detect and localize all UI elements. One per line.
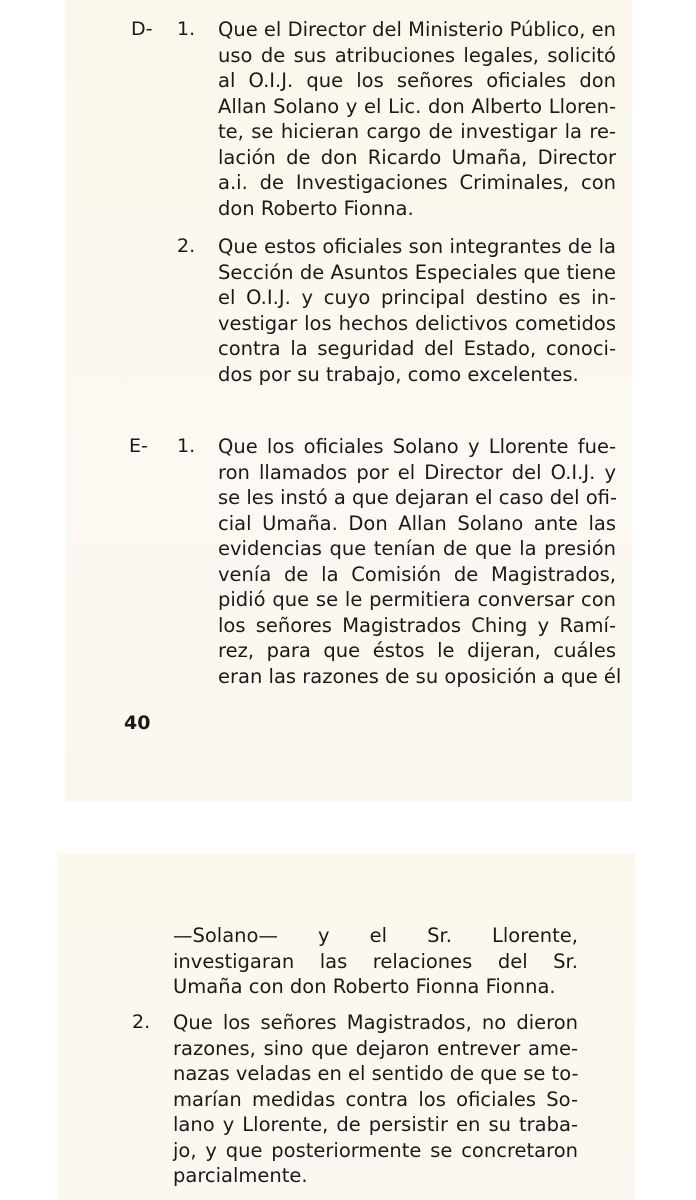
page-number: 40 — [124, 712, 151, 734]
section-d-item-1-number: 1. — [177, 18, 196, 40]
text-line: ron llamados por el Director del O.I.J. y — [218, 460, 616, 484]
text-line: venía de la Comisión de Magistrados, — [218, 562, 616, 586]
text-line: uso de sus atribuciones legales, solicitó — [218, 43, 616, 67]
text-line: pidió que se le permitiera conversar con — [218, 588, 616, 611]
text-line: al O.I.J. que los señores oficiales don — [218, 69, 616, 92]
text-line: cial Umaña. Don Allan Solano ante las — [218, 511, 616, 535]
section-d-item-1-text — [218, 17, 616, 221]
section-d-item-2-number: 2. — [177, 235, 196, 257]
text-line: dos por su trabajo, como excelentes. — [218, 362, 579, 386]
text-line: Que el Director del Ministerio Público, en — [218, 18, 616, 41]
text-line: investigaran las relaciones del Sr. — [173, 949, 578, 973]
section-d-label: D- — [131, 18, 153, 40]
continuation-text — [173, 923, 578, 1000]
document-page-40 — [65, 0, 632, 801]
text-line: evidencias que tenían de que la presión — [218, 537, 616, 560]
text-line: lano y Llorente, de persistir en su traba- — [173, 1113, 578, 1136]
text-line: Umaña con don Roberto Fionna Fionna. — [173, 975, 556, 998]
section-e-item-1-number: 1. — [177, 435, 196, 457]
text-line: se les instó a que dejaran el caso del ofi- — [218, 486, 617, 509]
text-line: razones, sino que dejaron entrever ame- — [173, 1036, 578, 1060]
document-page-41 — [57, 853, 635, 1200]
item-2-number: 2. — [132, 1011, 151, 1033]
item-2-text — [173, 1010, 578, 1189]
text-line: nazas veladas en el sentido de que se to- — [173, 1062, 579, 1085]
text-line: Que estos oficiales son integrantes de la — [218, 235, 616, 258]
text-line: Que los oficiales Solano y Llorente fue- — [218, 435, 616, 458]
text-line: Que los señores Magistrados, no dieron — [173, 1011, 578, 1034]
text-line: los señores Magistrados Ching y Ramí- — [218, 613, 616, 637]
section-e-item-1-text — [218, 434, 622, 689]
text-line: vestigar los hechos delictivos cometidos — [218, 311, 616, 335]
text-line: rez, para que éstos le dijeran, cuáles — [218, 639, 616, 662]
text-line: don Roberto Fionna. — [218, 196, 414, 220]
text-line: a.i. de Investigaciones Criminales, con — [218, 171, 616, 194]
text-line: eran las razones de su oposición a que él — [218, 664, 622, 688]
section-d-item-2-text — [218, 234, 616, 387]
text-line: contra la seguridad del Estado, conoci- — [218, 337, 616, 360]
text-line: el O.I.J. y cuyo principal destino es in- — [218, 286, 616, 309]
text-line: te, se hicieran cargo de investigar la re- — [218, 120, 616, 143]
text-line: parcialmente. — [173, 1164, 308, 1187]
text-line: Allan Solano y el Lic. don Alberto Lloren- — [218, 94, 616, 118]
text-line: jo, y que posteriormente se concretaron — [173, 1138, 578, 1162]
text-line: —Solano— y el Sr. Llorente, — [173, 924, 578, 947]
text-line: lación de don Ricardo Umaña, Director — [218, 145, 616, 169]
section-e-label: E- — [129, 435, 148, 457]
text-line: Sección de Asuntos Especiales que tiene — [218, 260, 616, 284]
text-line: marían medidas contra los oficiales So- — [173, 1087, 578, 1111]
